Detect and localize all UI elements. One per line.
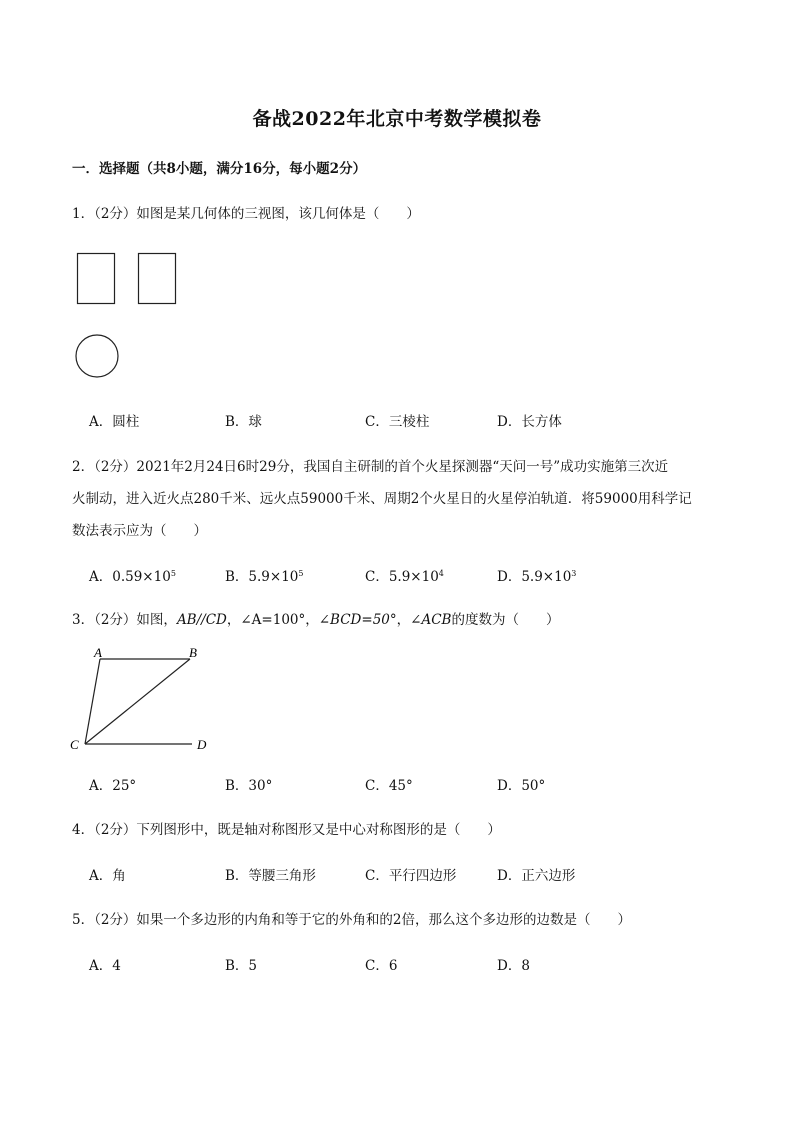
- q4-option-d[interactable]: D．正六边形: [497, 868, 576, 884]
- three-view-figure: [74, 252, 184, 382]
- q3-stem-part-3: ∠BCD=50°: [318, 612, 397, 628]
- q3-stem-prefix: 3．（2分）如图，: [72, 612, 177, 628]
- q1-option-a[interactable]: A．圆柱: [89, 414, 140, 430]
- q5-option-c[interactable]: C．6: [365, 958, 398, 974]
- q1-option-d[interactable]: D．长方体: [497, 414, 562, 430]
- q2-option-b-exponent: 5: [298, 569, 304, 578]
- q3-stem-part-4: ，: [396, 612, 411, 628]
- question-4-stem: 4．（2分）下列图形中，既是轴对称图形又是中心对称图形的是（ ）: [72, 822, 501, 838]
- q3-option-b[interactable]: B．30°: [225, 778, 273, 794]
- segment-ac: [85, 659, 100, 744]
- q4-option-c[interactable]: C．平行四边形: [365, 868, 457, 884]
- q5-option-d[interactable]: D．8: [497, 958, 530, 974]
- q2-option-d[interactable]: [497, 565, 576, 585]
- question-5-stem: 5．（2分）如果一个多边形的内角和等于它的外角和的2倍，那么这个多边形的边数是（ ）: [72, 912, 632, 928]
- q2-option-a-exponent: 5: [170, 569, 176, 578]
- q3-option-a[interactable]: A．25°: [89, 778, 137, 794]
- q2-option-c[interactable]: [365, 565, 444, 585]
- q2-option-a[interactable]: [89, 565, 176, 585]
- question-2-stem-line-2: 火制动，进入近火点280千米、远火点59000千米、周期2个火星日的火星停泊轨道．将59000用科学记: [72, 491, 692, 507]
- q4-option-a[interactable]: A．角: [89, 868, 126, 884]
- q2-option-b[interactable]: [225, 565, 303, 585]
- q3-stem-part-5: ∠ACB: [410, 612, 452, 628]
- question-3-stem: [72, 608, 559, 628]
- side-view-rect: [139, 254, 176, 304]
- q3-stem-part-1: AB//CD: [176, 612, 227, 628]
- q2-option-b-base: B．5.9×10: [225, 569, 299, 585]
- question-1-stem: 1．（2分）如图是某几何体的三视图，该几何体是（ ）: [72, 206, 420, 222]
- q5-option-b[interactable]: B．5: [225, 958, 258, 974]
- q2-option-c-exponent: 4: [438, 569, 444, 578]
- page-title: 备战2022年北京中考数学模拟卷: [252, 108, 542, 130]
- q1-option-c[interactable]: C．三棱柱: [365, 414, 430, 430]
- q2-option-d-base: D．5.9×10: [497, 569, 572, 585]
- q3-stem-part-6: 的度数为（ ）: [451, 612, 560, 628]
- top-view-circle: [76, 335, 118, 377]
- point-label-d: D: [197, 737, 207, 752]
- q1-option-b[interactable]: B．球: [225, 414, 262, 430]
- point-label-b: B: [189, 645, 197, 660]
- point-label-a: A: [94, 645, 102, 660]
- section-heading: 一．选择题（共8小题，满分16分，每小题2分）: [72, 161, 367, 177]
- question-2-stem-line-3: 数法表示应为（ ）: [72, 523, 207, 539]
- front-view-rect: [78, 254, 115, 304]
- q3-option-c[interactable]: C．45°: [365, 778, 413, 794]
- q4-option-b[interactable]: B．等腰三角形: [225, 868, 316, 884]
- point-label-c: C: [70, 737, 79, 752]
- q3-stem-part-2: ，∠A=100°，: [226, 612, 319, 628]
- question-2-stem-line-1: 2．（2分）2021年2月24日6时29分，我国自主研制的首个火星探测器“天问一号”成功实施第三次近: [72, 459, 669, 475]
- q2-option-a-base: A．0.59×10: [89, 569, 171, 585]
- q2-option-d-exponent: 3: [571, 569, 577, 578]
- segment-bc: [85, 659, 190, 744]
- q3-option-d[interactable]: D．50°: [497, 778, 546, 794]
- q2-option-c-base: C．5.9×10: [365, 569, 439, 585]
- parallel-lines-figure: [68, 642, 218, 757]
- q5-option-a[interactable]: A．4: [89, 958, 121, 974]
